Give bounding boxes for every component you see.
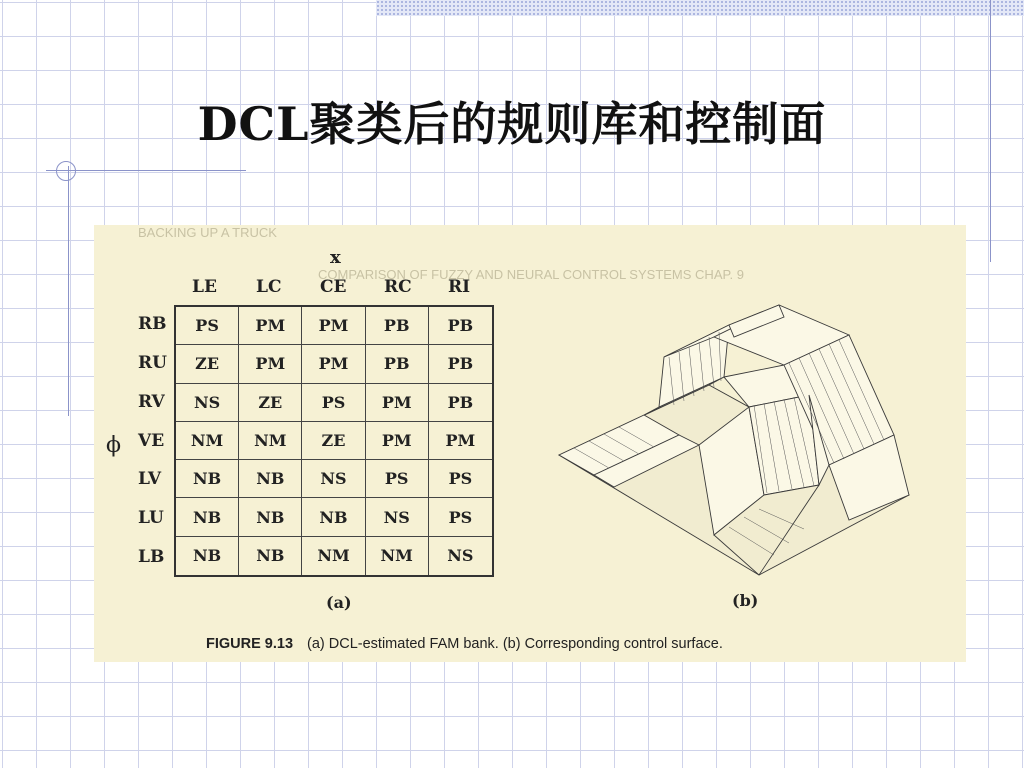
subfigure-b-label: (b) — [732, 591, 759, 610]
title-underline-rule — [46, 170, 246, 171]
fam-cell: PM — [239, 345, 302, 383]
figure-caption-text: (a) DCL-estimated FAM bank. (b) Corresponding control surface. — [307, 636, 723, 652]
fam-cell: NM — [176, 422, 239, 460]
fam-cell: PS — [366, 460, 429, 498]
fam-cell: NS — [176, 384, 239, 422]
fam-cell: NB — [302, 498, 365, 536]
fam-cell: NS — [302, 460, 365, 498]
fam-cell: NB — [176, 460, 239, 498]
fam-column-label: LC — [256, 277, 282, 297]
fam-cell: PM — [429, 422, 492, 460]
slide-title: DCL聚类后的规则库和控制面 — [197, 97, 827, 151]
figure-number: FIGURE 9.13 — [206, 636, 294, 652]
fam-cell: PB — [429, 345, 492, 383]
fam-row-label: VE — [138, 430, 165, 451]
left-vertical-rule — [68, 166, 69, 416]
fam-cell: NB — [176, 537, 239, 575]
fam-cell: PM — [366, 384, 429, 422]
fam-cell: PS — [302, 384, 365, 422]
fam-cell: PB — [366, 307, 429, 345]
fam-cell: PS — [176, 307, 239, 345]
bleed-through-text-2: COMPARISON OF FUZZY AND NEURAL CONTROL SYSTEMS CHAP. 9 — [318, 267, 744, 282]
fam-x-label: x — [330, 247, 341, 268]
fam-row-label: LV — [138, 469, 162, 490]
fam-column-label: RC — [384, 277, 412, 297]
fam-cell: NS — [447, 546, 474, 566]
fam-cell: ZE — [239, 384, 302, 422]
fam-cell: PB — [429, 384, 492, 422]
fam-cell: ZE — [176, 345, 239, 383]
fam-cell: PM — [302, 307, 365, 345]
fam-cell: PB — [366, 345, 429, 383]
fam-row-label: LU — [138, 508, 164, 529]
fam-cell: PM — [302, 345, 365, 383]
fam-phi-label: ϕ — [106, 433, 121, 458]
fam-cell: PM — [239, 307, 302, 345]
fam-cell: NB — [176, 498, 239, 536]
fam-cell: PS — [429, 498, 492, 536]
fam-cell: PS — [429, 460, 492, 498]
figure-caption — [206, 636, 723, 652]
fam-cell: PM — [366, 422, 429, 460]
top-decor-band — [376, 0, 1024, 16]
fam-bank-table — [174, 305, 494, 577]
fam-cell: PB — [429, 307, 492, 345]
surface-wireframe — [559, 305, 909, 575]
subfigure-a-label: (a) — [326, 593, 352, 612]
fam-column-label: RI — [448, 277, 471, 297]
fam-row-label: RU — [138, 352, 167, 373]
fam-cell: NS — [366, 498, 429, 536]
fam-column-label: LE — [192, 277, 217, 297]
fam-column-label: CE — [320, 277, 347, 297]
fam-cell: NB — [239, 498, 302, 536]
decor-ring — [56, 161, 76, 181]
scanned-figure — [94, 225, 966, 662]
fam-row-label: RB — [138, 314, 167, 334]
bleed-through-text-1: BACKING UP A TRUCK — [138, 225, 277, 240]
fam-cell: ZE — [302, 422, 365, 460]
fam-cell: NB — [239, 537, 302, 575]
fam-cell: NM — [366, 537, 429, 575]
fam-cell: NM — [302, 537, 365, 575]
fam-cell: NB — [239, 460, 302, 498]
fam-row-label: RV — [138, 391, 165, 412]
control-surface-plot — [549, 265, 919, 585]
fam-cell: NM — [239, 422, 302, 460]
fam-row-label: LB — [138, 547, 165, 568]
